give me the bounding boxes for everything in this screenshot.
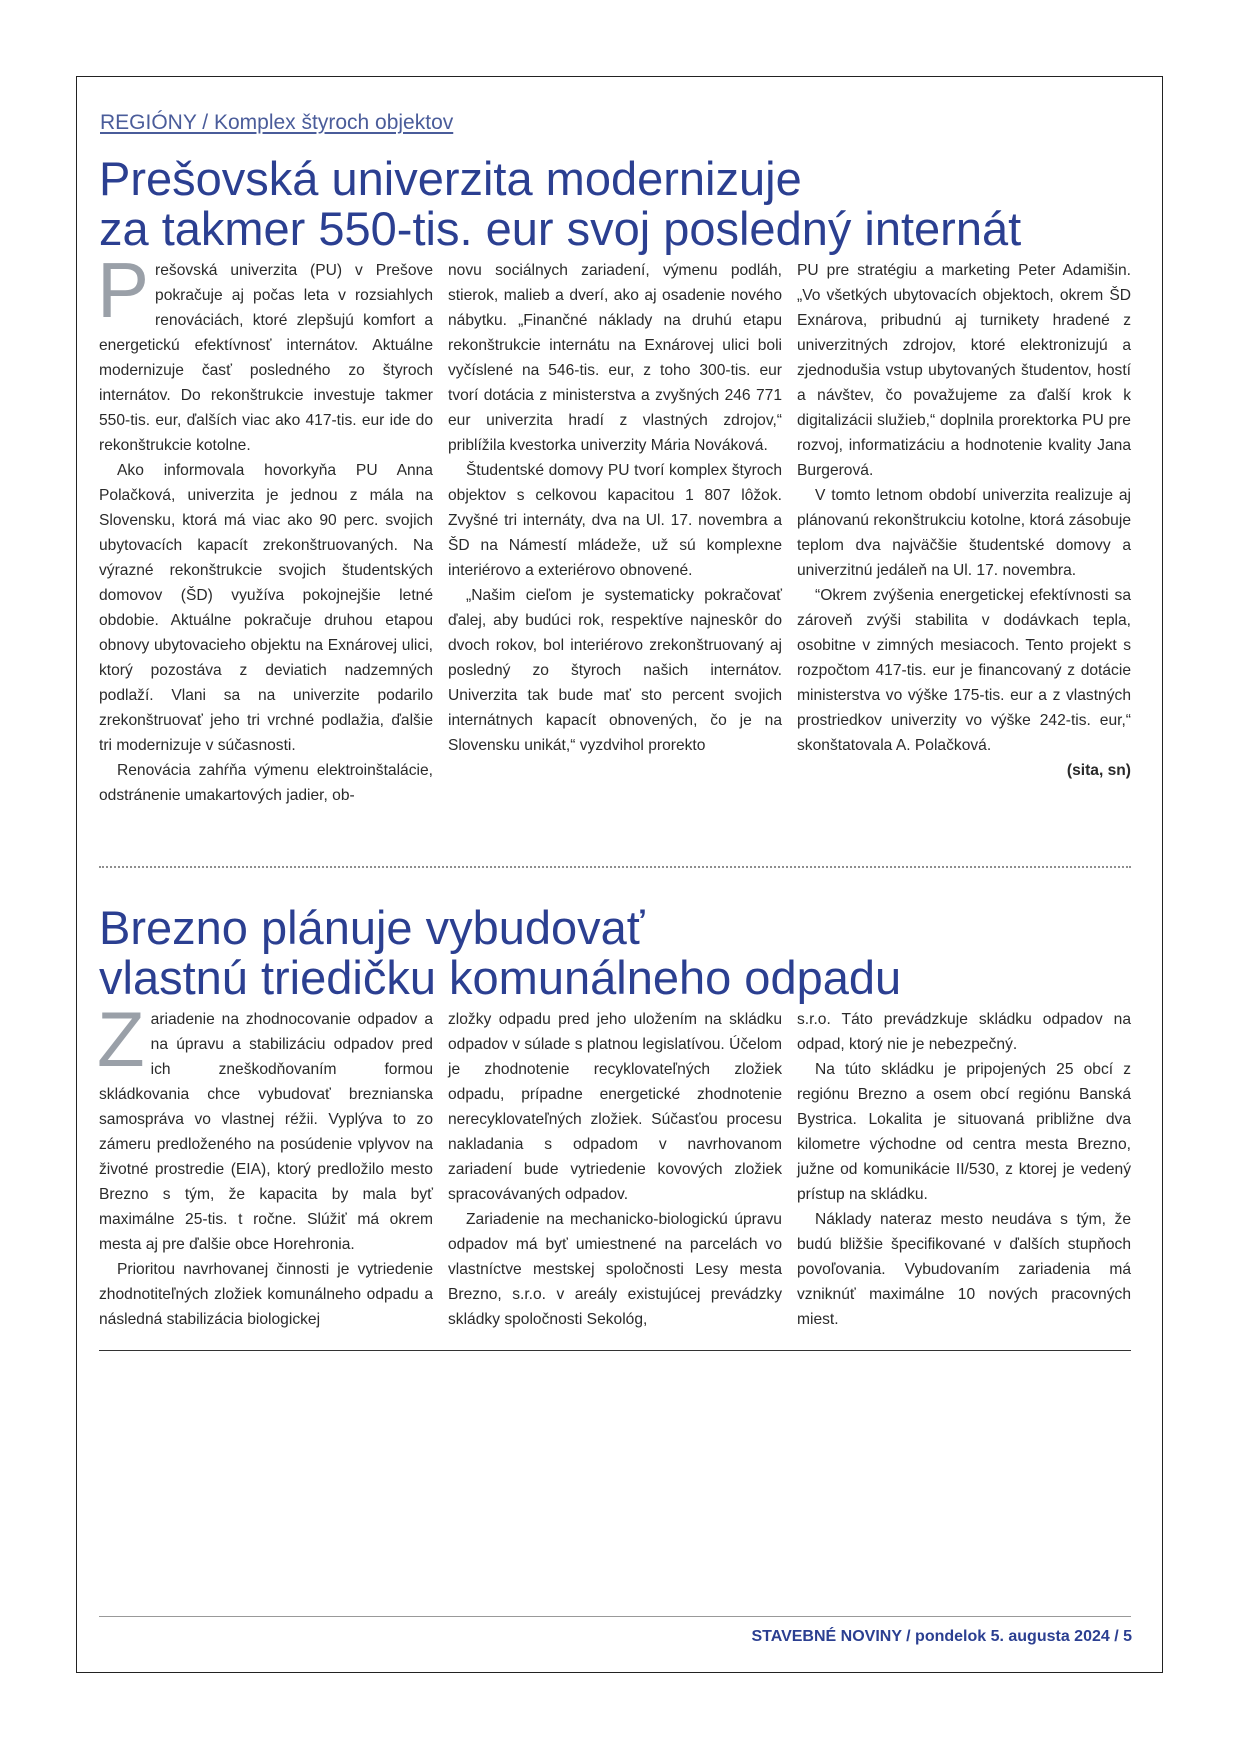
article-2-column-2: [448, 1007, 782, 1332]
paragraph: Na túto skládku je pripojených 25 obcí z regiónu Brezno a osem obcí regiónu Banská Bystrica. Lokalita je situovaná približne dva kilometre východne od centra mesta Brezno, južne od komunikácie II/530, z ktorej je vedený prístup na skládku.: [797, 1061, 1131, 1203]
article-1-column-2: [448, 258, 782, 808]
headline-line-2: za takmer 550-tis. eur svoj posledný internát: [99, 202, 1022, 255]
article-1-column-3: [797, 258, 1131, 808]
paragraph: Zariadenie na mechanicko-biologickú úpravu odpadov má byť umiestnené na parcelách vo vlastníctve mestskej spoločnosti Lesy mesta Brezno, s.r.o. v areály existujúcej prevádzky skládky spoločnosti Sekológ,: [448, 1211, 782, 1328]
article-2-column-3: [797, 1007, 1131, 1332]
article-2-headline: [99, 903, 901, 1003]
headline-line-2: vlastnú triedičku komunálneho odpadu: [99, 951, 902, 1004]
drop-cap: Z: [97, 995, 145, 1083]
footer-rule: [99, 1616, 1131, 1617]
section-rule: [99, 1350, 1131, 1351]
paragraph: s.r.o. Táto prevádzkuje skládku odpadov na odpad, ktorý nie je nebezpečný.: [797, 1011, 1131, 1053]
paragraph: Prešovská univerzita (PU) v Prešove pokračuje aj počas leta v rozsiahlych renováciách, ktoré zlepšujú komfort a energetickú efektívnosť internátov. Aktuálne modernizuje časť posledného zo štyroch internátov. Do rekonštrukcie investuje takmer 550-tis. eur, ďalších viac ako 417-tis. eur ide do rekonštrukcie kotolne.: [97, 246, 433, 454]
headline-line-1: Brezno plánuje vybudovať: [99, 901, 645, 954]
paragraph: “Okrem zvýšenia energetickej efektívnosti sa zároveň zvýši stabilita v dodávkach tepla, osobitne v zimných mesiacoch. Tento projekt s rozpočtom 417-tis. eur je financovaný z dotácie ministerstva vo výške 175-tis. eur a z vlastných prostriedkov univerzity vo výške 242-tis. eur,“ skonštatovala A. Polačková.: [797, 587, 1131, 754]
paragraph: „Našim cieľom je systematicky pokračovať ďalej, aby budúci rok, respektíve najneskôr do dvoch rokov, bol interiérovo zrekonštruovaný aj posledný zo štyroch našich internátov. Univerzita tak bude mať sto percent svojich internátnych kapacít obnovených, čo je na Slovensku unikát,“ vyzdvihol prorekto: [448, 587, 782, 754]
paragraph: Ako informovala hovorkyňa PU Anna Polačková, univerzita je jednou z mála na Slovensku, ktorá má viac ako 90 perc. svojich ubytovacích kapacít zrekonštruovaných. Na výrazné rekonštrukcie svojich študentských domovov (ŠD) využíva pokojnejšie letné obdobie. Aktuálne pokračuje druhou etapou obnovy ubytovacieho objektu na Exnárovej ulici, ktorý pozostáva z deviatich nadzemných podlaží. Vlani sa na univerzite podarilo zrekonštruovať jeho tri vrchné podlažia, ďalšie tri modernizuje v súčasnosti.: [99, 462, 433, 754]
headline-line-1: Prešovská univerzita modernizuje: [99, 152, 802, 205]
paragraph: Zariadenie na zhodnocovanie odpadov a na úpravu a stabilizáciu odpadov pred ich zneškodňovaním formou skládkovania chce vybudovať breznianska samospráva vo vlastnej réžii. Vyplýva to zo zámeru predloženého na posúdenie vplyvov na životné prostredie (EIA), ktorý predložilo mesto Brezno s tým, že kapacita by mala byť maximálne 25-tis. t ročne. Slúžiť má okrem mesta aj pre ďalšie obce Horehronia.: [97, 995, 433, 1253]
article-1-headline: [99, 154, 1021, 254]
paragraph: Prioritou navrhovanej činnosti je vytriedenie zhodnotiteľných zložiek komunálneho odpadu a následná stabilizácia biologickej: [99, 1261, 433, 1328]
paragraph: Náklady nateraz mesto neudáva s tým, že budú bližšie špecifikované v ďalších stupňoch povoľovania. Vybudovaním zariadenia má vzniknúť maximálne 10 nových pracovných miest.: [797, 1211, 1131, 1328]
paragraph: PU pre stratégiu a marketing Peter Adamišin. „Vo všetkých ubytovacích objektoch, okrem ŠD Exnárova, pribudnú aj turnikety hradené z univerzitných zdrojov, ktoré elektronizujú a zjednodušia vstup ubytovaných študentov, hostí a návštev, čo považujeme za ďalší krok k digitalizácii služieb,“ doplnila prorektorka PU pre rozvoj, informatizáciu a hodnotenie kvality Jana Burgerová.: [797, 262, 1131, 479]
article-1-body: [97, 246, 1131, 808]
page-footer: STAVEBNÉ NOVINY / pondelok 5. augusta 2024 / 5: [751, 1628, 1132, 1645]
article-credit: (sita, sn): [1066, 762, 1131, 779]
paragraph: Renovácia zahŕňa výmenu elektroinštalácie, odstránenie umakartových jadier, ob-: [99, 762, 433, 804]
article-2-column-1: [97, 995, 433, 1332]
dotted-separator: [99, 866, 1131, 868]
section-kicker[interactable]: REGIÓNY / Komplex štyroch objektov: [100, 111, 454, 134]
paragraph: V tomto letnom období univerzita realizuje aj plánovanú rekonštrukciu kotolne, ktorá zásobuje teplom dva najväčšie študentské domovy a univerzitnú jedáleň na Ul. 17. novembra.: [797, 487, 1131, 579]
article-1-column-1: [97, 246, 433, 808]
drop-cap: P: [97, 246, 150, 334]
paragraph: zložky odpadu pred jeho uložením na skládku odpadov v súlade s platnou legislatívou. Účelom je zhodnotenie recyklovateľných zložiek odpadu, prípadne energetické zhodnotenie nerecyklovateľných zložiek. Súčasťou procesu nakladania s odpadom v navrhovanom zariadení bude vytriedenie kovových zložiek spracovávaných odpadov.: [448, 1011, 782, 1203]
paragraph: novu sociálnych zariadení, výmenu podláh, stierok, malieb a dverí, ako aj osadenie nového nábytku. „Finančné náklady na druhú etapu rekonštrukcie internátu na Exnárovej ulici boli vyčíslené na 546-tis. eur, z toho 300-tis. eur tvorí dotácia z ministerstva a zvyšných 246 771 eur univerzita hradí z vlastných zdrojov,“ priblížila kvestorka univerzity Mária Nováková.: [448, 262, 782, 454]
paragraph: Študentské domovy PU tvorí komplex štyroch objektov s celkovou kapacitou 1 807 lôžok. Zvyšné tri internáty, dva na Ul. 17. novembra a ŠD na Námestí mládeže, už sú komplexne interiérovo a exteriérovo obnovené.: [448, 462, 782, 579]
article-2-body: [97, 995, 1131, 1332]
